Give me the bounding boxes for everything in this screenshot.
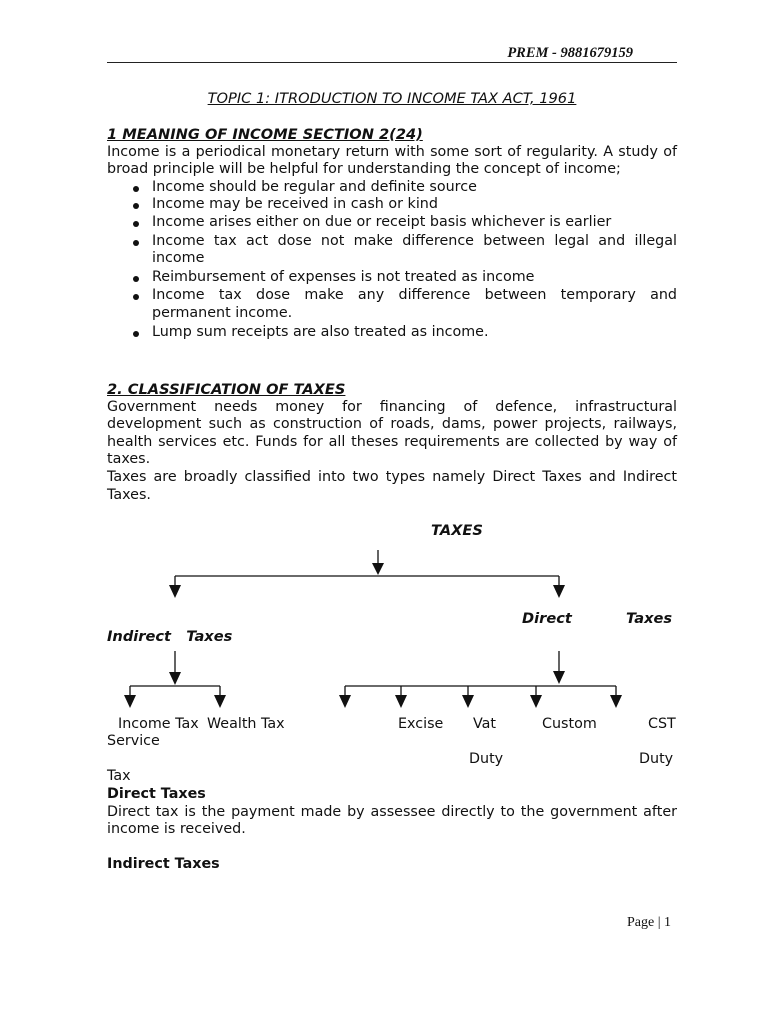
list-item: Income should be regular and definite source bbox=[107, 179, 677, 197]
leaf-vat: Vat bbox=[473, 716, 497, 732]
arrow-down-icon bbox=[462, 695, 474, 708]
section2-heading: 2. CLASSIFICATION OF TAXES bbox=[107, 381, 346, 398]
leaf-cst: CST bbox=[648, 716, 676, 732]
leaf-tax: Tax bbox=[107, 768, 131, 784]
direct-taxes-heading: Direct Taxes bbox=[107, 786, 206, 802]
list-item: Income tax dose make any difference between temporary and permanent income. bbox=[107, 287, 677, 322]
section1-intro: Income is a periodical monetary return with some sort of regularity. A study of broad principle will be helpful for understanding the concept of income; bbox=[107, 143, 677, 178]
arrow-down-icon bbox=[553, 585, 565, 598]
section1-heading: 1 MEANING OF INCOME SECTION 2(24) bbox=[107, 126, 423, 143]
tree-indirect-taxes: Indirect Taxes bbox=[107, 628, 233, 645]
leaf-duty-excise: Duty bbox=[469, 751, 504, 767]
arrow-down-icon bbox=[372, 563, 384, 575]
list-item: Income tax act dose not make difference between legal and illegal income bbox=[107, 233, 677, 268]
arrow-down-icon bbox=[214, 695, 226, 708]
tree-direct-taxes-word: Taxes bbox=[626, 610, 673, 627]
direct-taxes-text: Direct tax is the payment made by assessee directly to the government after income is received. bbox=[107, 803, 677, 838]
section-direct-taxes bbox=[107, 786, 677, 839]
indirect-taxes-heading: Indirect Taxes bbox=[107, 856, 220, 872]
author-contact: PREM - 9881679159 bbox=[507, 45, 633, 61]
list-item: Income arises either on due or receipt basis whichever is earlier bbox=[107, 214, 677, 232]
arrow-down-icon bbox=[553, 671, 565, 684]
section2-para2: Taxes are broadly classified into two types namely Direct Taxes and Indirect Taxes. bbox=[107, 468, 677, 503]
leaf-excise: Excise bbox=[398, 716, 444, 732]
leaf-duty-custom: Duty bbox=[639, 751, 674, 767]
arrow-down-icon bbox=[395, 695, 407, 708]
arrow-down-icon bbox=[339, 695, 351, 708]
tree-direct-word: Direct bbox=[522, 610, 572, 627]
arrow-down-icon bbox=[610, 695, 622, 708]
list-item: Reimbursement of expenses is not treated as income bbox=[107, 269, 677, 287]
arrow-down-icon bbox=[124, 695, 136, 708]
leaf-income-tax: Income Tax bbox=[118, 716, 199, 732]
arrow-down-icon bbox=[169, 585, 181, 598]
arrow-down-icon bbox=[530, 695, 542, 708]
page-number: Page | 1 bbox=[627, 915, 672, 930]
list-item: Income may be received in cash or kind bbox=[107, 196, 677, 214]
arrow-down-icon bbox=[169, 672, 181, 685]
leaf-service: Service bbox=[107, 733, 160, 749]
leaf-custom: Custom bbox=[542, 716, 597, 732]
leaf-wealth-tax: Wealth Tax bbox=[207, 716, 285, 732]
section2-para1: Government needs money for financing of defence, infrastructural development such as construction of roads, dams, power projects, railways, health services etc. Funds for all theses requirements are collected by way of taxes. bbox=[107, 398, 677, 468]
tree-root-taxes: TAXES bbox=[431, 522, 483, 539]
list-item: Lump sum receipts are also treated as income. bbox=[107, 324, 677, 342]
document-title: TOPIC 1: ITRODUCTION TO INCOME TAX ACT, 1961 bbox=[207, 90, 577, 107]
